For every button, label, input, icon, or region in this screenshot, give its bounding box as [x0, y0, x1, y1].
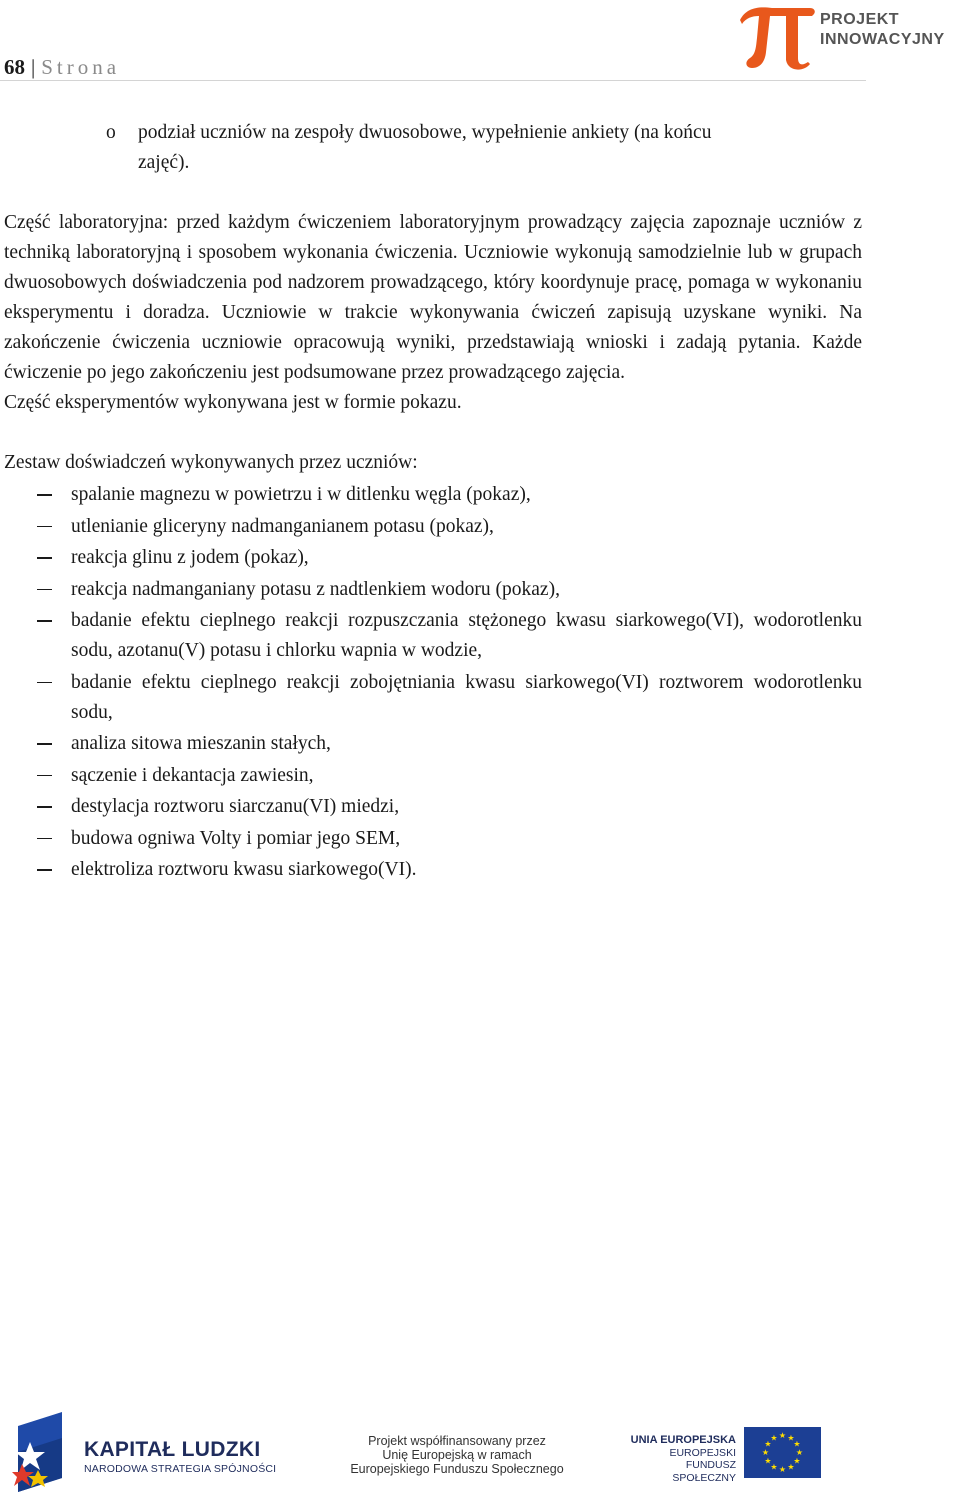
list-item: sączenie i dekantacja zawiesin,: [4, 761, 862, 791]
header-divider: [0, 80, 866, 81]
cofund-line-3: Europejskiego Funduszu Społecznego: [350, 1462, 564, 1476]
eu-flag-icon: [744, 1427, 821, 1478]
logo-line-1: PROJEKT: [820, 11, 900, 28]
kapital-ludzki-title: KAPITAŁ LUDZKI: [84, 1438, 261, 1461]
svg-text:★: ★: [787, 1462, 795, 1472]
svg-text:★: ★: [761, 1448, 770, 1457]
dash-bullet: [37, 589, 52, 591]
experiments-intro: Zestaw doświadczeń wykonywanych przez uczniów:: [4, 452, 418, 473]
svg-text:★: ★: [778, 1431, 787, 1440]
eu-line-1: UNIA EUROPEJSKA: [630, 1434, 736, 1446]
sub-list-item: [4, 118, 862, 148]
svg-text:★: ★: [795, 1448, 804, 1457]
experiments-list: [4, 480, 862, 885]
sub-item-text-line2: zajęć).: [138, 152, 190, 173]
page-footer: [0, 1400, 960, 1499]
dash-bullet: [37, 743, 52, 745]
list-item: elektroliza roztworu kwasu siarkowego(VI).: [4, 855, 862, 885]
svg-text:★: ★: [793, 1439, 801, 1449]
cofund-line-2: Unię Europejską w ramach: [382, 1448, 532, 1462]
dash-bullet: [37, 526, 52, 528]
page-content: [4, 118, 862, 887]
list-item: badanie efektu cieplnego reakcji zobojętniania kwasu siarkowego(VI) roztworem wodorotlenku sodu,: [4, 668, 862, 728]
page-word: Strona: [41, 55, 121, 79]
dash-bullet: [37, 557, 52, 559]
svg-text:★: ★: [793, 1456, 801, 1466]
list-item: budowa ogniwa Volty i pomiar jego SEM,: [4, 824, 862, 854]
eu-label: [624, 1434, 736, 1484]
kapital-ludzki-subtitle: NARODOWA STRATEGIA SPÓJNOŚCI: [84, 1463, 277, 1475]
svg-text:★: ★: [764, 1456, 772, 1466]
eu-line-3: FUNDUSZ SPOŁECZNY: [672, 1459, 736, 1484]
eu-line-2: EUROPEJSKI: [669, 1446, 736, 1459]
list-item: badanie efektu cieplnego reakcji rozpuszczania stężonego kwasu siarkowego(VI), wodorotlenku sodu, azotanu(V) potasu i chlorku wapnia w wodzie,: [4, 606, 862, 666]
cofund-line-1: Projekt współfinansowany przez: [368, 1434, 546, 1448]
dash-bullet: [37, 682, 52, 684]
list-item: analiza sitowa mieszanin stałych,: [4, 729, 862, 759]
list-item: reakcja nadmanganiany potasu z nadtlenkiem wodoru (pokaz),: [4, 575, 862, 605]
list-item: reakcja glinu z jodem (pokaz),: [4, 543, 862, 573]
project-logo-text: [820, 10, 945, 50]
dash-bullet: [37, 806, 52, 808]
svg-text:★: ★: [787, 1433, 795, 1443]
dash-bullet: [37, 620, 52, 622]
dash-bullet: [37, 494, 52, 496]
kapital-ludzki-logo-icon: [12, 1412, 64, 1492]
sub-bullet-marker: o: [106, 122, 116, 143]
lab-paragraph: Część laboratoryjna: przed każdym ćwiczeniem laboratoryjnym prowadzący zajęcia zapoznaje uczniów z techniką laboratoryjną i sposobem wykonania ćwiczenia. Uczniowie wykonują samodzielnie lub w grupach dwuosobowych doświadczenia pod nadzorem prowadzącego, który koordynuje pracę, pomaga w wykonaniu eksperymentu i doradza. Uczniowie w trakcie wykonywania ćwiczeń zapisują uzyskane wyniki. Na zakończenie ćwiczenia uczniowie opracowują wyniki, przedstawiają wnioski i zadają pytania. Każde ćwiczenie po jego zakończeniu jest podsumowane przez prowadzącego zajęcia.: [4, 212, 862, 383]
dash-bullet: [37, 869, 52, 871]
svg-text:★: ★: [770, 1462, 778, 1472]
pi-logo-icon: [736, 2, 816, 72]
list-item: spalanie magnezu w powietrzu i w ditlenku węgla (pokaz),: [4, 480, 862, 510]
svg-text:★: ★: [764, 1439, 772, 1449]
lab-paragraph-last: Część eksperymentów wykonywana jest w formie pokazu.: [4, 392, 462, 413]
sub-item-text-line1: podział uczniów na zespoły dwuosobowe, wypełnienie ankiety (na końcu: [138, 122, 712, 143]
page-separator: |: [31, 55, 36, 79]
list-item: destylacja roztworu siarczanu(VI) miedzi,: [4, 792, 862, 822]
svg-text:★: ★: [770, 1433, 778, 1443]
dash-bullet: [37, 775, 52, 777]
page-number: 68: [4, 55, 25, 79]
list-item: utlenianie gliceryny nadmanganianem potasu (pokaz),: [4, 512, 862, 542]
page-label: [4, 54, 120, 80]
page-header: [0, 0, 960, 84]
logo-line-2: INNOWACYJNY: [820, 31, 945, 48]
svg-text:★: ★: [778, 1465, 787, 1474]
dash-bullet: [37, 838, 52, 840]
cofunding-note: [348, 1434, 566, 1476]
